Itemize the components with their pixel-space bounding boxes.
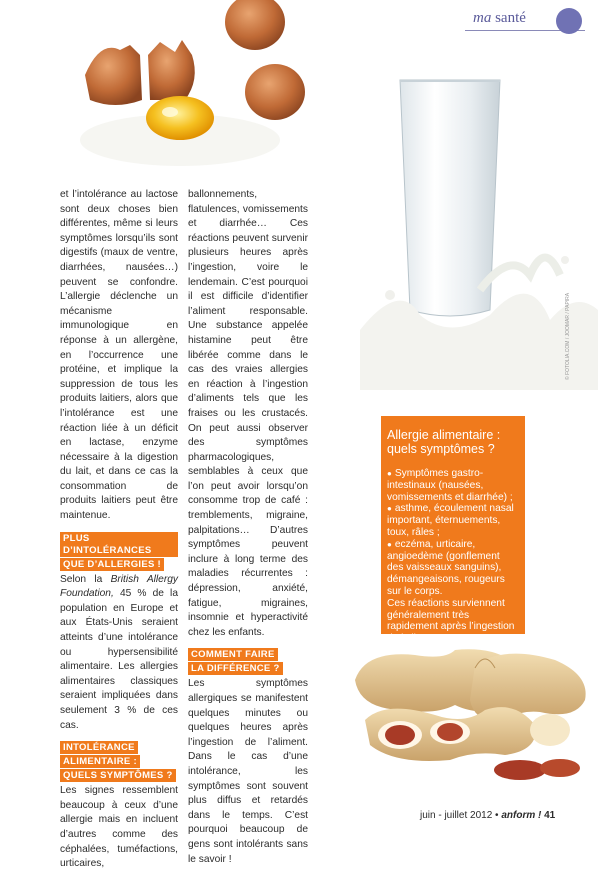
peanuts-image (345, 640, 598, 790)
subheading-intolerance-symptomes (60, 741, 178, 783)
box-closing: Ces réactions surviennent généralement très rapidement après l’ingestion de l’aliment. (387, 597, 515, 645)
magazine-name: anform ! (501, 810, 542, 821)
box-item-text: eczéma, urticaire, angioedème (gonflement des vaisseaux sanguins), démangeaisons, rougeurs sur le corps. (387, 538, 505, 597)
page-footer (420, 810, 555, 821)
symptoms-box (381, 416, 525, 645)
source-name: British Allergy Foundation, (60, 573, 178, 600)
subheading-line: QUELS SYMPTÔMES ? (60, 769, 176, 783)
paragraph: ballonnements, flatulences, vomissements et diarrhée… Ces réactions peuvent survenir plusieurs heures après l’ingestion, voire le lendemain. C’est pourquoi il est difficile d’identifier l’aliment responsable. Une substance appelée histamine peut être libérée comme dans le cas des vraies allergies en réaction à l’ingestion d’aliments tels que les fraises ou les crustacés. On peut aussi observer des symptômes pharmacologiques, semblables à ceux que l’on peut avoir lorsqu’on consomme trop de café : tremblements, migraine, palpitations… D’autres symptômes peuvent inclure à long terme des maladies récurrentes : dépression, anxiété, fatigue, migraines, insomnie et hyperactivité chez les enfants. (188, 189, 308, 638)
paragraph: Les signes ressemblent beaucoup à ceux d’une allergie mais en incluent d’autres comme des céphalées, tuméfactions, urticaires, (60, 785, 178, 870)
text-column-2 (188, 188, 308, 867)
paragraph: et l’intolérance au lactose sont deux choses bien différentes, même si leurs symptômes lorsqu’ils sont digestifs (maux de ventre, diarrhées, nausées…) peuvent se confondre. L’allergie déclenche un mécanisme immunologique en réponse à un allergène, en l’occurrence une protéine, et implique la suppression de tous les produits laitiers, alors que l’intolérance est une réaction liée à un déficit en lactase, enzyme nécessaire à la digestion du lait, et dans ce cas la consommation de produits laitiers peut être maintenue. (60, 189, 178, 522)
text-run: 45 % de la population en Europe et aux États-Unis seraient atteints d’une intolérance ou hypersensibilité alimentaire. Les allergies alimentaires classiques seraient impliquées dans seulement 3 % de ces cas. (60, 588, 178, 731)
box-item-text: Symptômes gastro-intestinaux (nausées, vomissements et diarrhée) ; (387, 468, 513, 503)
section-title (473, 10, 526, 27)
paragraph: Les symptômes allergiques se manifestent quelques minutes ou quelques heures après l’ingestion de l’aliment. Dans le cas d’une intolérance, les symptômes sont souvent plus diffus et retardés dans le temps. C’est pourquoi beaucoup de gens sont intolérants sans le savoir ! (188, 678, 308, 865)
box-notch (389, 398, 425, 408)
text-column-1 (60, 188, 178, 872)
box-title: Allergie alimentaire : quels symptômes ? (387, 428, 501, 456)
subheading-line: ALIMENTAIRE : (60, 755, 140, 769)
section-dot (556, 8, 582, 34)
box-list-item (387, 503, 518, 538)
box-item-text: asthme, écoulement nasal important, éternuements, toux, râles ; (387, 503, 514, 538)
bullet-icon: ● (387, 469, 392, 478)
subheading-line: COMMENT FAIRE (188, 648, 278, 662)
bullet-icon: ● (387, 504, 392, 514)
box-list-item (387, 539, 518, 598)
paragraph (60, 573, 178, 734)
milk-glass-image (360, 60, 598, 390)
box-list-item (387, 468, 518, 503)
subheading-plus-intolerances (60, 532, 178, 572)
subheading-line: QUE D’ALLERGIES ! (60, 558, 164, 572)
eggs-image (70, 0, 330, 185)
issue-date: juin - juillet 2012 (420, 810, 493, 821)
section-word: santé (495, 10, 526, 26)
subheading-line: LA DIFFÉRENCE ? (188, 662, 283, 676)
footer-separator: • (495, 810, 499, 821)
page-number: 41 (544, 810, 556, 821)
bullet-icon: ● (387, 539, 392, 549)
section-prefix: ma (473, 10, 492, 26)
section-header (465, 8, 598, 30)
photo-credit: © FOTOLIA.COM / JOOMAR / PAPIRA (565, 292, 571, 380)
subheading-comment-faire (188, 648, 308, 676)
text-run: Selon la (60, 573, 111, 585)
subheading-line: INTOLÉRANCE (60, 741, 138, 755)
subheading-line: PLUS D’INTOLÉRANCES (60, 532, 178, 558)
